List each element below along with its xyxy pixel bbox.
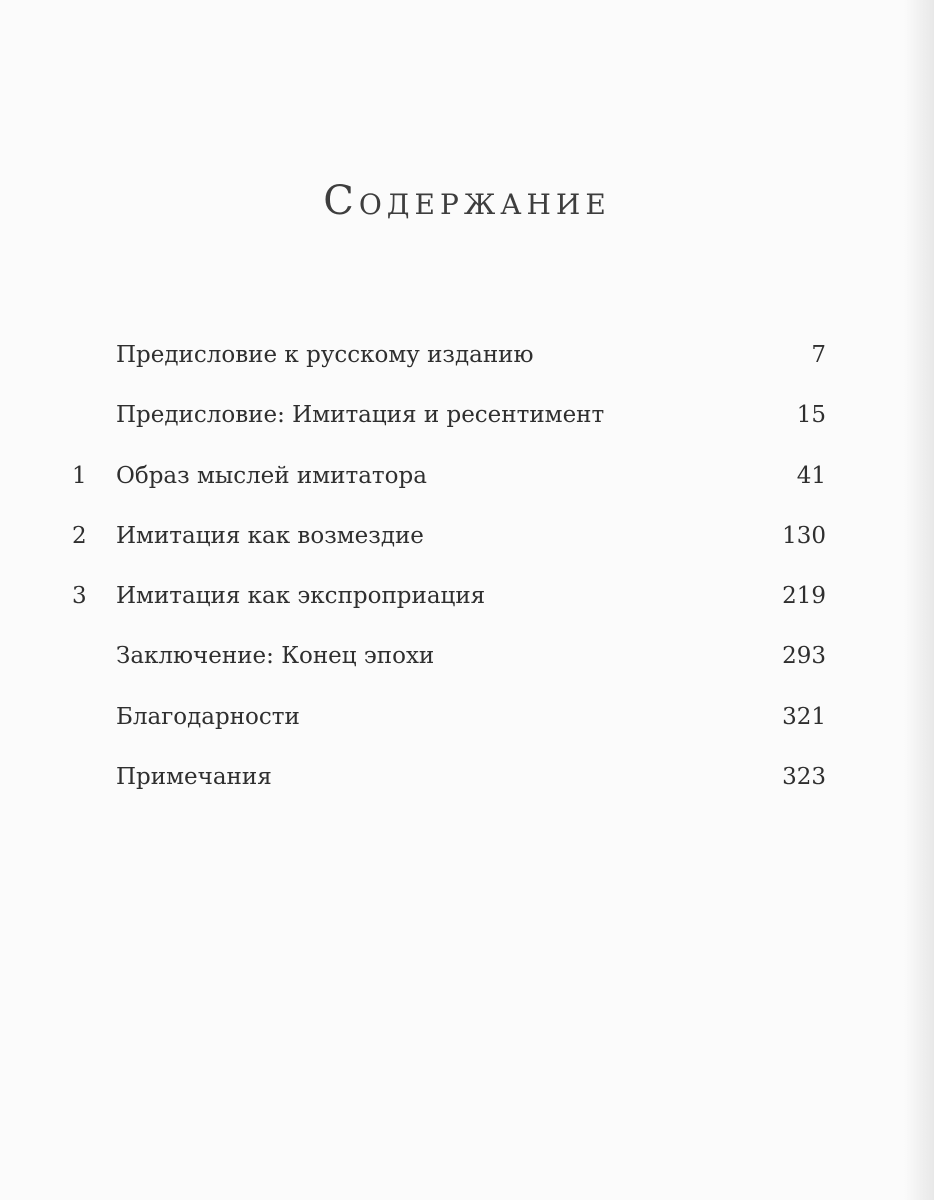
chapter-number: 3 <box>72 583 87 610</box>
toc-entry <box>0 451 934 511</box>
entry-title: Благодарности <box>116 703 300 730</box>
toc-entry <box>0 692 934 752</box>
toc-entry <box>0 631 934 691</box>
entry-title: Заключение: Конец эпохи <box>116 643 435 670</box>
toc-entry <box>0 752 934 812</box>
entry-title: Предисловие к русскому изданию <box>116 342 534 368</box>
page-number: 219 <box>782 583 826 610</box>
page-number: 41 <box>796 462 826 489</box>
entry-title: Примечания <box>116 764 272 791</box>
entry-title: Предисловие: Имитация и ресентимент <box>116 402 605 429</box>
entry-title: Имитация как возмездие <box>116 522 424 549</box>
toc-entry <box>0 571 934 631</box>
table-of-contents <box>0 330 934 812</box>
page-number: 130 <box>782 522 826 549</box>
page-number: 323 <box>782 764 826 791</box>
page-title: Содержание <box>323 178 611 224</box>
toc-entry <box>0 330 934 390</box>
page-number: 321 <box>782 703 826 730</box>
page-number: 293 <box>782 643 826 670</box>
entry-title: Имитация как экспроприация <box>116 583 486 610</box>
chapter-number: 1 <box>72 462 87 489</box>
toc-entry <box>0 511 934 571</box>
entry-title: Образ мыслей имитатора <box>116 462 427 489</box>
toc-entry <box>0 390 934 450</box>
chapter-number: 2 <box>72 522 87 549</box>
page-number: 7 <box>811 342 826 368</box>
page-number: 15 <box>796 402 826 429</box>
